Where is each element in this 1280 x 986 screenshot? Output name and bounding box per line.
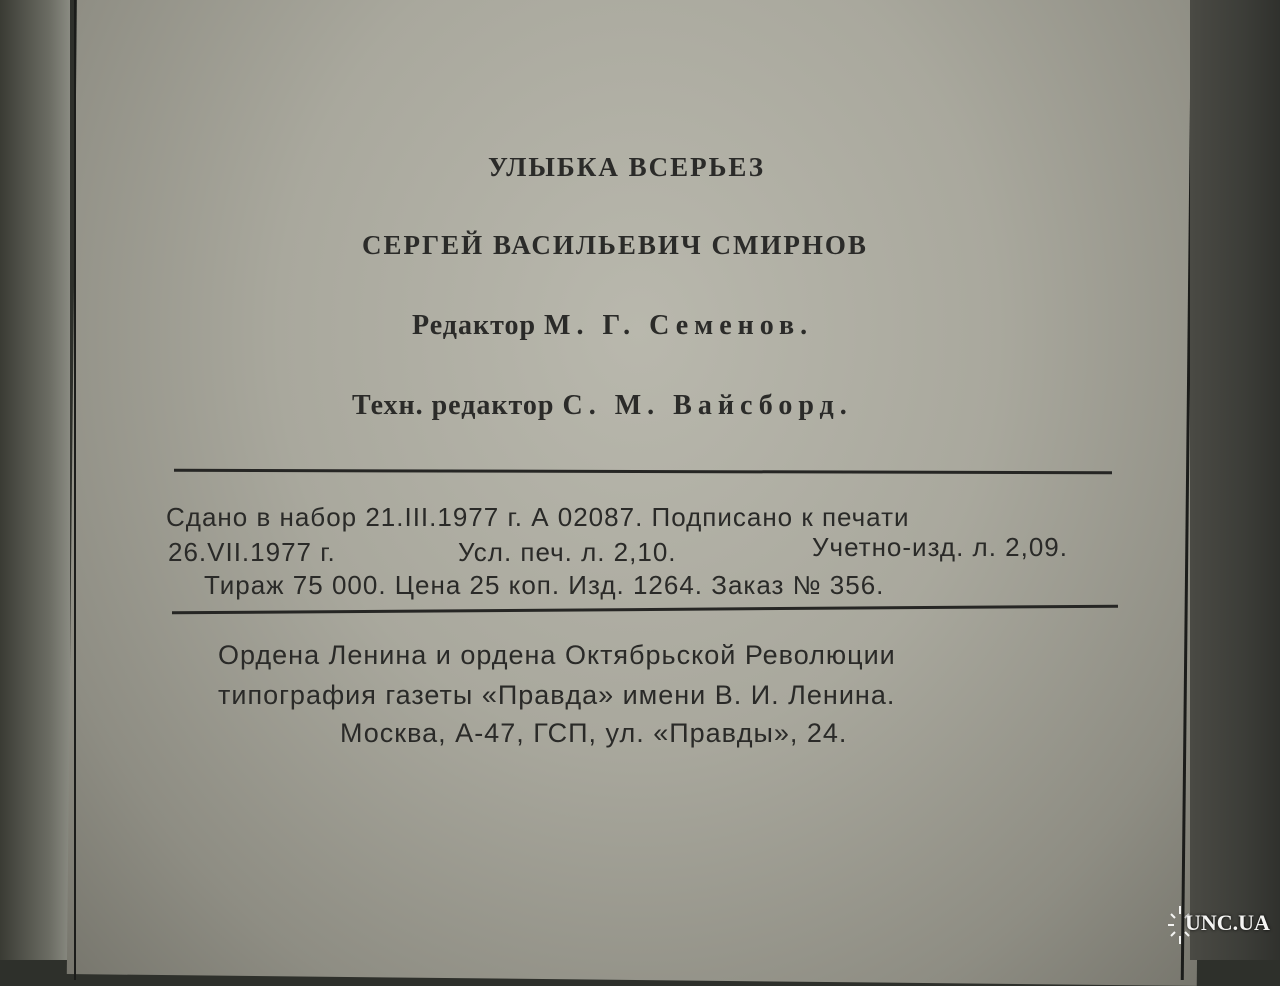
editor-credit xyxy=(412,310,1280,342)
book-page xyxy=(67,0,1207,986)
page-frame-left xyxy=(74,0,76,980)
editor-label: Редактор xyxy=(412,310,537,341)
tech-editor-name: С. М. Вайсборд. xyxy=(562,390,853,421)
watermark-text: UNC.UA xyxy=(1185,910,1270,935)
book-edge-right xyxy=(1190,0,1280,960)
printer-line-1: Ордена Ленина и ордена Октябрьской Революции xyxy=(218,640,896,670)
imprint-print-sheets: Усл. печ. л. 2,10. xyxy=(458,537,677,567)
imprint-circulation: Тираж 75 000. Цена 25 коп. Изд. 1264. Заказ № 356. xyxy=(204,570,885,600)
book-edge-left xyxy=(0,0,70,960)
imprint-edition-sheets: Учетно-изд. л. 2,09. xyxy=(812,532,1068,562)
tech-editor-credit xyxy=(352,390,1280,422)
book-author: СЕРГЕЙ ВАСИЛЬЕВИЧ СМИРНОВ xyxy=(362,230,868,260)
imprint-signed-date: 26.VII.1977 г. xyxy=(168,537,336,567)
editor-name: М. Г. Семенов. xyxy=(544,310,814,341)
book-title: УЛЫБКА ВСЕРЬЕЗ xyxy=(488,152,766,182)
tech-editor-label: Техн. редактор xyxy=(352,390,555,421)
printer-address: Москва, А-47, ГСП, ул. «Правды», 24. xyxy=(340,718,848,748)
imprint-line-1: Сдано в набор 21.III.1977 г. А 02087. Подписано к печати xyxy=(166,502,910,532)
printer-line-2: типография газеты «Правда» имени В. И. Ленина. xyxy=(218,680,896,710)
